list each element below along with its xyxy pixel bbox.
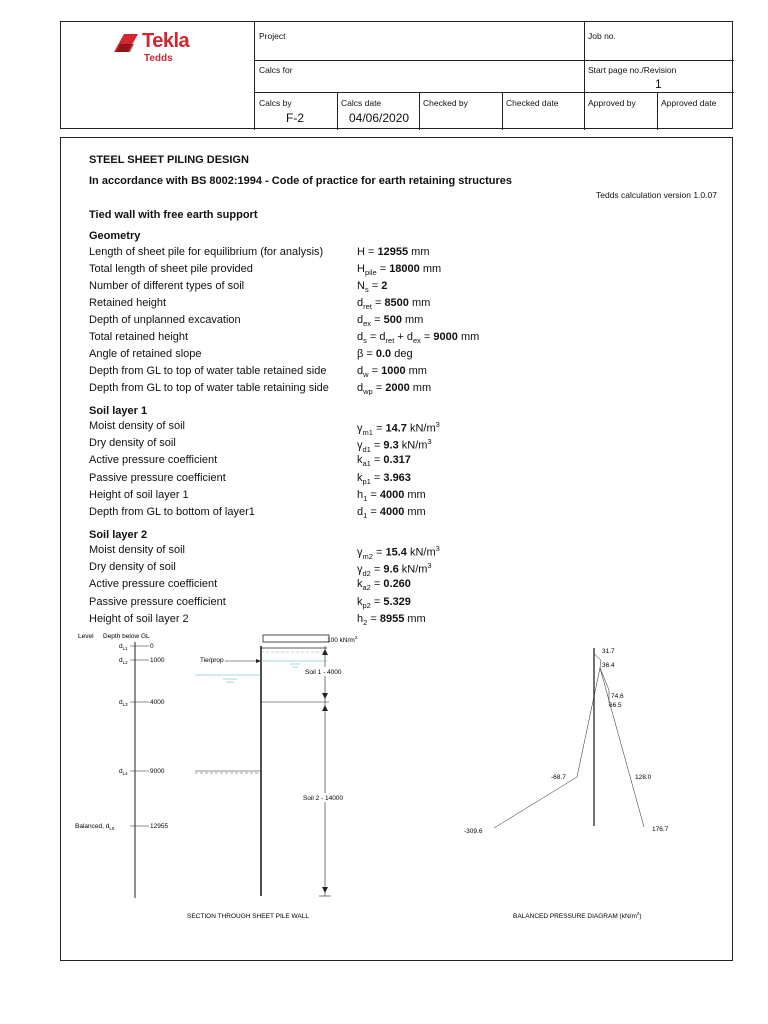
row-unit: deg: [391, 348, 413, 360]
row-label: Total retained height: [89, 331, 189, 343]
row-subscript: p1: [362, 476, 371, 486]
row-number: 14.7: [385, 422, 407, 435]
passive-pressure-line: [494, 777, 577, 828]
row-equals: =: [371, 314, 384, 326]
row-unit-sup: 3: [435, 544, 440, 553]
row-unit-sup: 3: [427, 437, 432, 447]
row-number: 4000: [379, 506, 405, 518]
row-equals: =: [376, 263, 390, 275]
row-unit: mm: [405, 365, 427, 377]
pressure-value: 128.0: [635, 774, 652, 781]
approved-date-label: Approved date: [661, 98, 717, 108]
level-depth: 9000: [150, 768, 165, 775]
row-subscript: p2: [362, 600, 371, 610]
row-number: 5.329: [383, 595, 411, 608]
row-subscript: 2: [363, 617, 368, 627]
row-number: 8955: [379, 612, 405, 625]
row-subscript: d2: [362, 569, 371, 579]
tekla-logo-icon: [112, 32, 142, 54]
row-symbol: γ: [357, 546, 363, 559]
row-equals: =: [370, 471, 384, 484]
pressure-value: 74.6: [611, 693, 624, 700]
row-symbol: d: [357, 314, 364, 326]
doc-version: Tedds calculation version 1.0.07: [596, 190, 717, 200]
row-symbol: γ: [357, 422, 363, 435]
pressure-value: 36.4: [602, 662, 615, 669]
row-number: 500: [383, 314, 402, 326]
row-unit: mm: [408, 297, 431, 309]
row-value: [357, 314, 423, 328]
row-equals: =: [370, 578, 384, 591]
row-number: 0.0: [375, 348, 392, 360]
row-label: Depth of unplanned excavation: [89, 314, 241, 326]
calcs-date-label: Calcs date: [341, 98, 382, 108]
row-unit: kN/m: [398, 439, 428, 452]
level-label: $d_{L3}$: [119, 699, 128, 707]
row-subscript: ret: [363, 302, 372, 312]
row-symbol: H: [357, 246, 365, 258]
row-subscript: wp: [363, 387, 373, 397]
row-unit: mm: [404, 506, 426, 518]
row-equals: =: [372, 546, 386, 559]
row-symbol: k: [357, 578, 363, 591]
pressure-value: 31.7: [602, 648, 615, 655]
tekla-logo: [112, 28, 212, 66]
pressure-value: -68.7: [551, 774, 566, 781]
row-symbol: β: [357, 348, 364, 360]
pressure-value: 176.7: [652, 826, 669, 833]
surcharge-box: [263, 635, 329, 642]
row-subscript: a1: [362, 459, 371, 469]
row-symbol: d: [357, 297, 364, 309]
row-value: [357, 613, 426, 627]
row-number: 0.260: [383, 578, 411, 591]
row-equals: =: [368, 365, 382, 377]
soil2-label: Soil 2 - 14000: [303, 795, 344, 802]
project-label: Project: [259, 31, 286, 41]
row-subscript: ex: [363, 319, 372, 329]
row-unit-sup: 3: [427, 561, 432, 571]
row-label: Passive pressure coefficient: [89, 471, 226, 484]
row-label: Moist density of soil: [89, 544, 185, 556]
row-number: 9000: [433, 331, 458, 343]
row-number: 9.6: [383, 563, 399, 576]
row-unit: kN/m: [398, 563, 428, 576]
row-symbol: d: [357, 382, 364, 394]
row-unit: mm: [419, 263, 442, 275]
geometry-heading: Geometry: [89, 230, 141, 242]
row-symbol: d: [357, 506, 364, 518]
divider: [502, 92, 503, 130]
row-symbol: k: [357, 595, 363, 608]
row-equals: =: [364, 246, 378, 258]
calc-sheet: [60, 137, 733, 961]
row-value: [357, 246, 429, 260]
arrow-head: [322, 693, 328, 699]
row-label: Depth from GL to bottom of layer1: [89, 506, 255, 518]
section-drawing: [75, 628, 405, 928]
row-unit: mm: [404, 612, 426, 625]
row-equals: = d: [366, 331, 386, 343]
row-subscript: w: [363, 370, 369, 380]
row-value: [357, 489, 426, 503]
pressure-line: [594, 654, 601, 668]
logo-subtext: Tedds: [144, 53, 173, 64]
col-level-label: Level: [78, 633, 94, 640]
col-depth-label: Depth below GL: [103, 633, 150, 640]
row-number: 18000: [389, 263, 420, 275]
row-label: Passive pressure coefficient: [89, 595, 226, 608]
row-value: [357, 263, 441, 277]
calcs-for-label: Calcs for: [259, 65, 293, 75]
wall-type: Tied wall with free earth support: [89, 209, 258, 221]
divider: [254, 92, 734, 93]
row-label: Depth from GL to top of water table retaining side: [89, 382, 329, 394]
row-subscript: m2: [362, 551, 373, 561]
calcs-by-label: Calcs by: [259, 98, 292, 108]
row-subscript: 1: [363, 493, 368, 503]
row-unit-sup: 3: [435, 420, 440, 429]
row-label: Length of sheet pile for equilibrium (for analysis): [89, 246, 324, 258]
row-number: 8500: [384, 297, 409, 309]
row-symbol: γ: [357, 439, 363, 452]
row-equals: =: [363, 348, 376, 360]
row-number: 3.963: [383, 471, 411, 484]
row-subscript: pile: [364, 268, 377, 278]
soil2-heading: Soil layer 2: [89, 529, 148, 541]
row-subscript: s: [364, 285, 369, 295]
row-unit: mm: [408, 246, 430, 258]
row-subscript: m1: [362, 427, 373, 437]
row-value: [357, 596, 411, 610]
row-equals: =: [367, 612, 380, 625]
row-value: [357, 382, 431, 396]
row-value: [357, 506, 426, 520]
row-value: [357, 420, 440, 437]
divider: [419, 92, 420, 130]
row-unit: mm: [457, 331, 480, 343]
row-subscript: a2: [362, 583, 371, 593]
row-label: Height of soil layer 2: [89, 612, 189, 625]
row-value: [357, 280, 387, 294]
calcs-by-value: F-2: [286, 111, 304, 125]
row-value: [357, 561, 432, 578]
row-unit: kN/m: [406, 422, 436, 435]
row-label: Dry density of soil: [89, 561, 176, 574]
pressure-diagram: [441, 628, 741, 928]
row-unit: mm: [401, 314, 424, 326]
title-block: [60, 21, 733, 129]
row-symbol: γ: [357, 563, 363, 576]
row-value: [357, 454, 411, 468]
level-depth: 1000: [150, 657, 165, 664]
row-value: [357, 297, 430, 311]
surcharge-label: 100 $kN/m^2$: [327, 635, 358, 644]
row-number: 2: [381, 280, 388, 292]
row-label: Height of soil layer 1: [89, 488, 189, 501]
row-symbol: N: [357, 280, 365, 292]
doc-subtitle: In accordance with BS 8002:1994 - Code of practice for earth retaining structures: [89, 175, 513, 187]
row-number: 4000: [379, 488, 405, 501]
row-subscript: d1: [362, 445, 371, 455]
row-label: Retained height: [89, 297, 167, 309]
row-operator: + d: [394, 331, 413, 343]
row-unit: mm: [409, 382, 432, 394]
row-equals: =: [368, 280, 382, 292]
row-equals: =: [372, 422, 386, 435]
divider: [254, 22, 255, 130]
row-label: Active pressure coefficient: [89, 454, 218, 467]
level-label: $d_{L4}$: [119, 768, 128, 776]
pressure-value: 66.5: [609, 702, 622, 709]
row-value: [357, 437, 432, 454]
row-number: 15.4: [385, 546, 407, 559]
active-pressure-line: [577, 668, 600, 777]
row-unit: kN/m: [406, 546, 436, 559]
row-equals: =: [370, 454, 384, 467]
pressure-caption: BALANCED PRESSURE DIAGRAM $(kN/m^2)$: [513, 911, 642, 920]
row-label: Total length of sheet pile provided: [89, 263, 253, 275]
row-equals: =: [371, 297, 385, 309]
row-number: 12955: [377, 246, 409, 258]
row-label: Angle of retained slope: [89, 348, 202, 360]
row-equals: =: [370, 439, 384, 452]
row-symbol: d: [357, 365, 364, 377]
level-depth: 0: [150, 643, 154, 650]
divider: [337, 92, 338, 130]
row-symbol: h: [357, 488, 364, 501]
checked-date-label: Checked date: [506, 98, 559, 108]
net-pressure-line: [600, 668, 644, 827]
checked-by-label: Checked by: [423, 98, 468, 108]
row-equals: =: [370, 563, 384, 576]
row-number: 2000: [385, 382, 410, 394]
start-page-value: 1: [655, 77, 662, 91]
row-value: [357, 578, 411, 592]
level-depth: 4000: [150, 699, 165, 706]
row-value: [357, 544, 440, 561]
row-number: 9.3: [383, 439, 399, 452]
row-symbol: k: [357, 471, 363, 484]
row-value: [357, 472, 411, 486]
pressure-value: -309.6: [464, 828, 483, 835]
row-subscript: ex: [412, 336, 421, 346]
section-caption: SECTION THROUGH SHEET PILE WALL: [187, 913, 309, 920]
calcs-date-value: 04/06/2020: [349, 111, 410, 125]
doc-title: STEEL SHEET PILING DESIGN: [89, 154, 249, 166]
level-label: $d_{L1}$: [119, 643, 128, 651]
row-equals: =: [367, 488, 380, 501]
level-depth: 12955: [150, 823, 169, 830]
logo-text: Tekla: [142, 30, 190, 52]
soil1-heading: Soil layer 1: [89, 405, 148, 417]
divider: [254, 60, 734, 61]
row-value: [357, 331, 479, 345]
divider: [584, 22, 585, 130]
row-symbol: k: [357, 454, 363, 467]
row-equals: =: [372, 382, 386, 394]
row-unit: mm: [404, 488, 426, 501]
row-equals: =: [367, 506, 380, 518]
row-number: 1000: [381, 365, 406, 377]
row-symbol: h: [357, 612, 364, 625]
row-label: Active pressure coefficient: [89, 578, 218, 591]
row-subscript: ret: [385, 336, 395, 346]
row-number: 0.317: [383, 454, 411, 467]
row-subscript: s: [363, 336, 367, 346]
approved-by-label: Approved by: [588, 98, 636, 108]
tie-prop-label: Tie/prop: [200, 657, 224, 664]
arrow-head: [322, 887, 328, 893]
row-equals: =: [420, 331, 434, 343]
row-value: [357, 348, 413, 362]
level-label: $d_{L2}$: [119, 657, 128, 665]
row-label: Dry density of soil: [89, 437, 176, 450]
divider: [657, 92, 658, 130]
soil1-label: Soil 1 - 4000: [305, 669, 342, 676]
arrow-head: [322, 705, 328, 711]
row-label: Depth from GL to top of water table retained side: [89, 365, 327, 377]
start-page-label: Start page no./Revision: [588, 65, 677, 75]
row-value: [357, 365, 427, 379]
row-symbol: H: [357, 263, 365, 275]
row-label: Number of different types of soil: [89, 280, 245, 292]
row-equals: =: [370, 595, 384, 608]
row-symbol: d: [357, 331, 364, 343]
row-label: Moist density of soil: [89, 420, 185, 432]
level-label: Balanced, $d_{L5}$: [75, 823, 115, 831]
row-subscript: 1: [363, 511, 368, 521]
job-no-label: Job no.: [588, 31, 616, 41]
